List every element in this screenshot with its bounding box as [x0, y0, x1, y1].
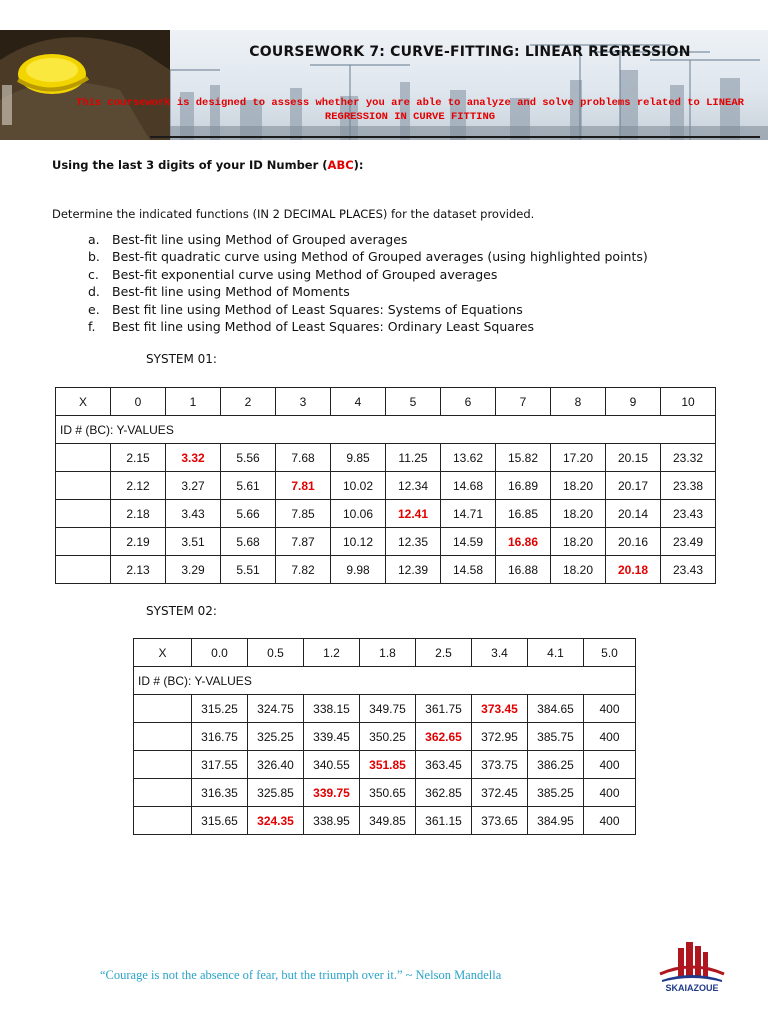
y-value-cell: 338.95 [304, 807, 360, 835]
y-value-cell: 5.61 [221, 472, 276, 500]
id-row-label: ID # (BC): Y-VALUES [134, 667, 636, 695]
blank-cell [56, 444, 111, 472]
y-value-cell: 362.65 [416, 723, 472, 751]
x-value-cell: 2.5 [416, 639, 472, 667]
task-letter: a. [88, 232, 100, 247]
task-letter: c. [88, 266, 99, 282]
y-value-cell: 7.85 [276, 500, 331, 528]
task-text: Best-fit exponential curve using Method of Grouped averages [112, 266, 498, 282]
y-value-cell: 7.82 [276, 556, 331, 584]
y-value-cell: 18.20 [551, 500, 606, 528]
y-value-cell: 23.49 [661, 528, 716, 556]
y-value-cell: 7.87 [276, 528, 331, 556]
system-02-label: SYSTEM 02: [146, 604, 217, 618]
system-01-table [55, 387, 716, 584]
task-item [88, 248, 648, 265]
y-value-cell: 20.14 [606, 500, 661, 528]
y-value-cell: 316.75 [192, 723, 248, 751]
id-row-label: ID # (BC): Y-VALUES [56, 416, 716, 444]
y-value-cell: 372.45 [472, 779, 528, 807]
y-value-cell: 373.45 [472, 695, 528, 723]
y-value-cell: 400 [584, 723, 636, 751]
y-value-cell: 400 [584, 779, 636, 807]
system-02-table-body [134, 639, 636, 835]
intro-line-2: REGRESSION IN CURVE FITTING [324, 111, 496, 123]
x-value-cell: 1.2 [304, 639, 360, 667]
y-value-cell: 338.15 [304, 695, 360, 723]
x-value-cell: 4.1 [528, 639, 584, 667]
x-header-cell: X [134, 639, 192, 667]
task-item [88, 301, 648, 318]
y-value-cell: 23.43 [661, 556, 716, 584]
x-value-cell: 1.8 [360, 639, 416, 667]
task-item [88, 318, 648, 335]
y-value-cell: 361.75 [416, 695, 472, 723]
blank-cell [134, 723, 192, 751]
y-value-cell: 18.20 [551, 472, 606, 500]
blank-cell [134, 807, 192, 835]
y-value-cell: 7.68 [276, 444, 331, 472]
y-value-cell: 10.12 [331, 528, 386, 556]
task-letter: b. [88, 249, 100, 265]
y-value-cell: 349.85 [360, 807, 416, 835]
y-value-cell: 12.34 [386, 472, 441, 500]
y-value-cell: 317.55 [192, 751, 248, 779]
y-value-cell: 10.02 [331, 472, 386, 500]
y-value-cell: 324.75 [248, 695, 304, 723]
task-text: Best-fit line using Method of Moments [112, 284, 350, 300]
y-value-cell: 316.35 [192, 779, 248, 807]
y-value-cell: 400 [584, 695, 636, 723]
y-value-cell: 400 [584, 807, 636, 835]
y-value-cell: 324.35 [248, 807, 304, 835]
task-text: Best-fit line using Method of Grouped averages [112, 232, 408, 247]
x-value-cell: 8 [551, 388, 606, 416]
y-value-cell: 350.65 [360, 779, 416, 807]
y-value-cell: 9.85 [331, 444, 386, 472]
system-01-id-row [56, 416, 716, 444]
id-instruction-highlight: ABC [327, 158, 354, 172]
x-value-cell: 5.0 [584, 639, 636, 667]
y-value-cell: 5.51 [221, 556, 276, 584]
y-value-cell: 18.20 [551, 528, 606, 556]
id-instruction [52, 158, 364, 172]
task-text: Best-fit quadratic curve using Method of Grouped averages (using highlighted points) [112, 249, 648, 265]
x-value-cell: 3.4 [472, 639, 528, 667]
y-value-cell: 12.41 [386, 500, 441, 528]
y-value-cell: 340.55 [304, 751, 360, 779]
y-value-cell: 363.45 [416, 751, 472, 779]
blank-cell [56, 472, 111, 500]
x-value-cell: 6 [441, 388, 496, 416]
y-value-cell: 5.68 [221, 528, 276, 556]
y-value-cell: 3.51 [166, 528, 221, 556]
y-value-cell: 2.15 [111, 444, 166, 472]
table-row [56, 500, 716, 528]
task-letter: d. [88, 284, 100, 300]
table-row [134, 695, 636, 723]
y-value-cell: 13.62 [441, 444, 496, 472]
y-value-cell: 362.85 [416, 779, 472, 807]
y-value-cell: 350.25 [360, 723, 416, 751]
x-value-cell: 0 [111, 388, 166, 416]
y-value-cell: 2.19 [111, 528, 166, 556]
intro-line-1: This coursework is designed to assess whether you are able to analyze and solve problems related to LINEAR [76, 97, 744, 109]
x-value-cell: 9 [606, 388, 661, 416]
y-value-cell: 16.86 [496, 528, 551, 556]
y-value-cell: 384.65 [528, 695, 584, 723]
system-01-table-body [56, 388, 716, 584]
x-value-cell: 0.0 [192, 639, 248, 667]
y-value-cell: 5.56 [221, 444, 276, 472]
y-value-cell: 400 [584, 751, 636, 779]
y-value-cell: 339.45 [304, 723, 360, 751]
table-row [134, 807, 636, 835]
y-value-cell: 23.43 [661, 500, 716, 528]
y-value-cell: 16.85 [496, 500, 551, 528]
y-value-cell: 385.75 [528, 723, 584, 751]
y-value-cell: 15.82 [496, 444, 551, 472]
x-value-cell: 4 [331, 388, 386, 416]
system-02-table [133, 638, 636, 835]
task-text: Best fit line using Method of Least Squares: Ordinary Least Squares [112, 319, 534, 335]
y-value-cell: 315.25 [192, 695, 248, 723]
x-value-cell: 1 [166, 388, 221, 416]
y-value-cell: 14.58 [441, 556, 496, 584]
task-text: Best fit line using Method of Least Squares: Systems of Equations [112, 301, 523, 317]
y-value-cell: 384.95 [528, 807, 584, 835]
y-value-cell: 2.12 [111, 472, 166, 500]
system-02-id-row [134, 667, 636, 695]
y-value-cell: 7.81 [276, 472, 331, 500]
y-value-cell: 9.98 [331, 556, 386, 584]
determine-instruction: Determine the indicated functions (IN 2 DECIMAL PLACES) for the dataset provided. [52, 207, 535, 221]
x-value-cell: 7 [496, 388, 551, 416]
task-list [88, 231, 648, 335]
blank-cell [56, 500, 111, 528]
y-value-cell: 349.75 [360, 695, 416, 723]
footer-quote: “Courage is not the absence of fear, but the triumph over it.” ~ Nelson Mandella [100, 968, 502, 982]
y-value-cell: 14.59 [441, 528, 496, 556]
y-value-cell: 3.43 [166, 500, 221, 528]
y-value-cell: 372.95 [472, 723, 528, 751]
id-instruction-prefix: Using the last 3 digits of your ID Number ( [52, 158, 328, 172]
blank-cell [134, 695, 192, 723]
y-value-cell: 2.13 [111, 556, 166, 584]
system-01-label: SYSTEM 01: [146, 352, 217, 366]
table-row [134, 779, 636, 807]
y-value-cell: 373.75 [472, 751, 528, 779]
x-value-cell: 2 [221, 388, 276, 416]
blank-cell [56, 528, 111, 556]
table-row [56, 472, 716, 500]
intro-text [60, 96, 760, 124]
x-value-cell: 5 [386, 388, 441, 416]
y-value-cell: 14.71 [441, 500, 496, 528]
table-row [56, 556, 716, 584]
header-divider [150, 136, 760, 138]
y-value-cell: 23.38 [661, 472, 716, 500]
y-value-cell: 23.32 [661, 444, 716, 472]
task-item [88, 266, 648, 283]
y-value-cell: 361.15 [416, 807, 472, 835]
task-letter: e. [88, 301, 100, 317]
x-value-cell: 10 [661, 388, 716, 416]
y-value-cell: 385.25 [528, 779, 584, 807]
y-value-cell: 17.20 [551, 444, 606, 472]
y-value-cell: 20.15 [606, 444, 661, 472]
y-value-cell: 12.35 [386, 528, 441, 556]
y-value-cell: 10.06 [331, 500, 386, 528]
y-value-cell: 20.16 [606, 528, 661, 556]
y-value-cell: 16.88 [496, 556, 551, 584]
blank-cell [134, 779, 192, 807]
y-value-cell: 339.75 [304, 779, 360, 807]
system-02-x-row [134, 639, 636, 667]
logo-text: SKAIAZOUE [665, 983, 719, 993]
blank-cell [56, 556, 111, 584]
y-value-cell: 315.65 [192, 807, 248, 835]
y-value-cell: 18.20 [551, 556, 606, 584]
page-title: COURSEWORK 7: CURVE-FITTING: LINEAR REGRESSION [249, 44, 691, 60]
y-value-cell: 12.39 [386, 556, 441, 584]
y-value-cell: 351.85 [360, 751, 416, 779]
y-value-cell: 373.65 [472, 807, 528, 835]
y-value-cell: 2.18 [111, 500, 166, 528]
x-value-cell: 0.5 [248, 639, 304, 667]
task-letter: f. [88, 319, 96, 335]
table-row [56, 444, 716, 472]
x-value-cell: 3 [276, 388, 331, 416]
y-value-cell: 326.40 [248, 751, 304, 779]
y-value-cell: 3.27 [166, 472, 221, 500]
task-item [88, 231, 648, 248]
y-value-cell: 325.25 [248, 723, 304, 751]
y-value-cell: 16.89 [496, 472, 551, 500]
y-value-cell: 325.85 [248, 779, 304, 807]
system-01-x-row [56, 388, 716, 416]
task-item [88, 283, 648, 300]
y-value-cell: 14.68 [441, 472, 496, 500]
blank-cell [134, 751, 192, 779]
y-value-cell: 20.17 [606, 472, 661, 500]
id-instruction-suffix: ): [353, 158, 364, 172]
table-row [134, 723, 636, 751]
table-row [56, 528, 716, 556]
university-logo [656, 940, 728, 1000]
y-value-cell: 20.18 [606, 556, 661, 584]
table-row [134, 751, 636, 779]
x-header-cell: X [56, 388, 111, 416]
y-value-cell: 11.25 [386, 444, 441, 472]
y-value-cell: 386.25 [528, 751, 584, 779]
y-value-cell: 5.66 [221, 500, 276, 528]
y-value-cell: 3.32 [166, 444, 221, 472]
y-value-cell: 3.29 [166, 556, 221, 584]
